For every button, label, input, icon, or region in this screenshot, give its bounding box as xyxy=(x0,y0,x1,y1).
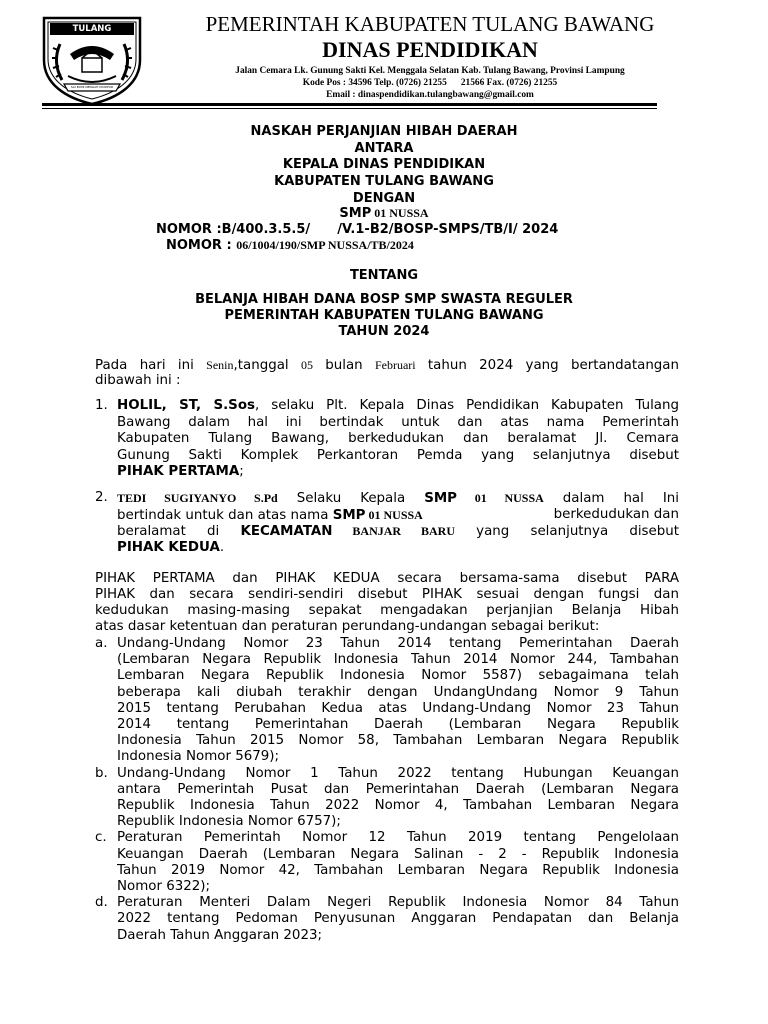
tentang-heading: TENTANG xyxy=(349,268,419,283)
legal-basis-marker: b. xyxy=(95,765,108,781)
doc-title-5: DENGAN xyxy=(352,191,416,206)
legal-basis-line: Republik Indonesia Nomor 6757); xyxy=(117,814,341,830)
department-name: DINAS PENDIDIKAN xyxy=(322,37,538,62)
party-2-marker: 2. xyxy=(95,490,108,505)
legal-basis-marker: a. xyxy=(95,636,108,651)
doc-number-2-value: 06/1004/190/SMP NUSSA/TB/2024 xyxy=(236,238,414,252)
subject-3: TAHUN 2024 xyxy=(338,324,430,339)
party-1-line-1: HOLIL, ST, S.Sos, selaku Plt. Kepala Dinas Pendidikan Kabupaten Tulang xyxy=(117,398,679,413)
subject-2: PEMERINTAH KABUPATEN TULANG BAWANG xyxy=(224,308,544,323)
legal-basis-marker: d. xyxy=(95,895,108,911)
party-1-line-5: PIHAK PERTAMA; xyxy=(117,464,244,479)
doc-number-1: NOMOR :B/400.3.5.5/ /V.1-B2/BOSP-SMPS/TB/I/ 2024 xyxy=(156,222,559,237)
opening-day: Senin xyxy=(206,358,234,372)
doc-title-school xyxy=(0,206,768,221)
school-prefix: SMP xyxy=(339,206,372,221)
doc-number-2 xyxy=(166,238,414,253)
email-line: Email : dinaspendidikan.tulangbawang@gmail.com xyxy=(326,90,534,100)
doc-title-2: ANTARA xyxy=(354,141,414,156)
legal-basis-line: beberapa kali diubah terakhir dengan UndangUndang Nomor 9 Tahun xyxy=(117,684,679,700)
agreement-line-3: kedudukan masing-masing sepakat mengadakan perjanjian Belanja Hibah xyxy=(95,603,679,618)
legal-basis-line: Keuangan Daerah (Lembaran Negara Salinan - 2 - Republik Indonesia xyxy=(117,846,679,862)
legal-basis-line: Indonesia Tahun 2015 Nomor 58, Tambahan Lembaran Negara Republik xyxy=(117,733,679,749)
doc-title-4: KABUPATEN TULANG BAWANG xyxy=(274,174,494,189)
regency-logo xyxy=(38,14,146,106)
legal-basis-line: Indonesia Nomor 5679); xyxy=(117,749,280,765)
legal-basis-line: 2022 tentang Pedoman Penyusunan Anggaran Pendapatan dan Belanja xyxy=(117,911,679,927)
doc-number-2-label: NOMOR : xyxy=(166,238,237,253)
legal-basis-line: Peraturan Menteri Dalam Negeri Republik Indonesia Nomor 84 Tahun xyxy=(117,895,679,911)
party-2-line-2: bertindak untuk dan atas nama SMP 01 NUSSA berkedudukan dan xyxy=(117,507,679,523)
logo-motto: SAI BUMI NENGAH NYAPPUR xyxy=(70,85,114,89)
legal-basis-marker: c. xyxy=(95,830,107,846)
party-1-line-4: Gunung Sakti Komplek Perkantoran Pemda yang selanjutnya disebut xyxy=(117,448,679,463)
doc-title-1: NASKAH PERJANJIAN HIBAH DAERAH xyxy=(250,124,518,139)
legal-basis-line: Undang-Undang Nomor 1 Tahun 2022 tentang Hubungan Keuangan xyxy=(117,765,679,781)
opening-month: Februari xyxy=(374,358,416,372)
legal-basis-line: antara Pemerintah Pusat dan Pemerintahan Daerah (Lembaran Negara xyxy=(117,781,679,797)
party-1-name: HOLIL, ST, S.Sos xyxy=(117,398,255,413)
contact-line: Kode Pos : 34596 Telp. (0726) 21255 21566 Fax. (0726) 21255 xyxy=(302,78,558,88)
legal-basis-line: Republik Indonesia Tahun 2022 Nomor 4, Tambahan Lembaran Negara xyxy=(117,798,679,813)
opening-line-1: Pada hari ini Senin,tanggal 05 bulan Februari tahun 2024 yang bertandatangan xyxy=(95,358,679,373)
party-2-line-1: TEDI SUGIYANYO S.Pd Selaku Kepala SMP 01 NUSSA dalam hal Ini xyxy=(117,491,679,506)
opening-date: 05 xyxy=(300,358,313,372)
address-line: Jalan Cemara Lk. Gunung Sakti Kel. Menggala Selatan Kab. Tulang Bawang, Provinsi Lampung xyxy=(235,66,625,76)
agreement-line-1: PIHAK PERTAMA dan PIHAK KEDUA secara bersama-sama disebut PARA xyxy=(95,571,679,586)
legal-basis-line: Nomor 6322); xyxy=(117,879,211,894)
party-2-line-3: beralamat di KECAMATAN BANJAR BARU yang selanjutnya disebut xyxy=(117,524,679,539)
government-name: PEMERINTAH KABUPATEN TULANG BAWANG xyxy=(205,12,655,36)
party-2-line-4: PIHAK KEDUA. xyxy=(117,540,225,555)
legal-basis-line: Undang-Undang Nomor 23 Tahun 2014 tentang Pemerintahan Daerah xyxy=(117,636,679,651)
legal-basis-line: 2014 tentang Pemerintahan Daerah (Lembaran Negara Republik xyxy=(117,717,679,732)
party-1-line-2: Bawang dalam hal ini bertindak untuk dan atas nama Pemerintah xyxy=(117,415,679,430)
opening-line-2: dibawah ini : xyxy=(95,373,181,388)
party-1-line-3: Kabupaten Tulang Bawang, berkedudukan dan beralamat Jl. Cemara xyxy=(117,431,679,446)
party-1-marker: 1. xyxy=(95,398,108,413)
header-rule-thick xyxy=(42,103,657,106)
doc-title-3: KEPALA DINAS PENDIDIKAN xyxy=(282,157,486,172)
agreement-line-2: PIHAK dan secara sendiri-sendiri disebut PIHAK sesuai dengan fungsi dan xyxy=(95,587,679,602)
logo-text: TULANG BAWANG xyxy=(70,24,114,46)
pihak-pertama: PIHAK PERTAMA xyxy=(117,464,240,479)
legal-basis-line: (Lembaran Negara Republik Indonesia Tahun 2014 Nomor 244, Tambahan xyxy=(117,652,679,668)
party-2-name: TEDI SUGIYANYO S.Pd xyxy=(117,491,278,505)
legal-basis-line: Tahun 2019 Nomor 42, Tambahan Lembaran Negara Republik Indonesia xyxy=(117,862,679,878)
legal-basis-line: Daerah Tahun Anggaran 2023; xyxy=(117,927,322,943)
header-rule-thin xyxy=(42,108,657,109)
legal-basis-line: Lembaran Negara Republik Indonesia Nomor 5587) sebagaimana telah xyxy=(117,668,679,684)
legal-basis-line: 2015 tentang Perubahan Kedua atas Undang-Undang Nomor 23 Tahun xyxy=(117,700,679,716)
legal-basis-line: Peraturan Pemerintah Nomor 12 Tahun 2019 tentang Pengelolaan xyxy=(117,830,679,846)
subject-1: BELANJA HIBAH DANA BOSP SMP SWASTA REGULER xyxy=(195,292,573,307)
agreement-line-4: atas dasar ketentuan dan peraturan perundang-undangan sebagai berikut: xyxy=(95,619,600,634)
pihak-kedua: PIHAK KEDUA xyxy=(117,540,220,555)
school-name: 01 NUSSA xyxy=(371,206,429,220)
